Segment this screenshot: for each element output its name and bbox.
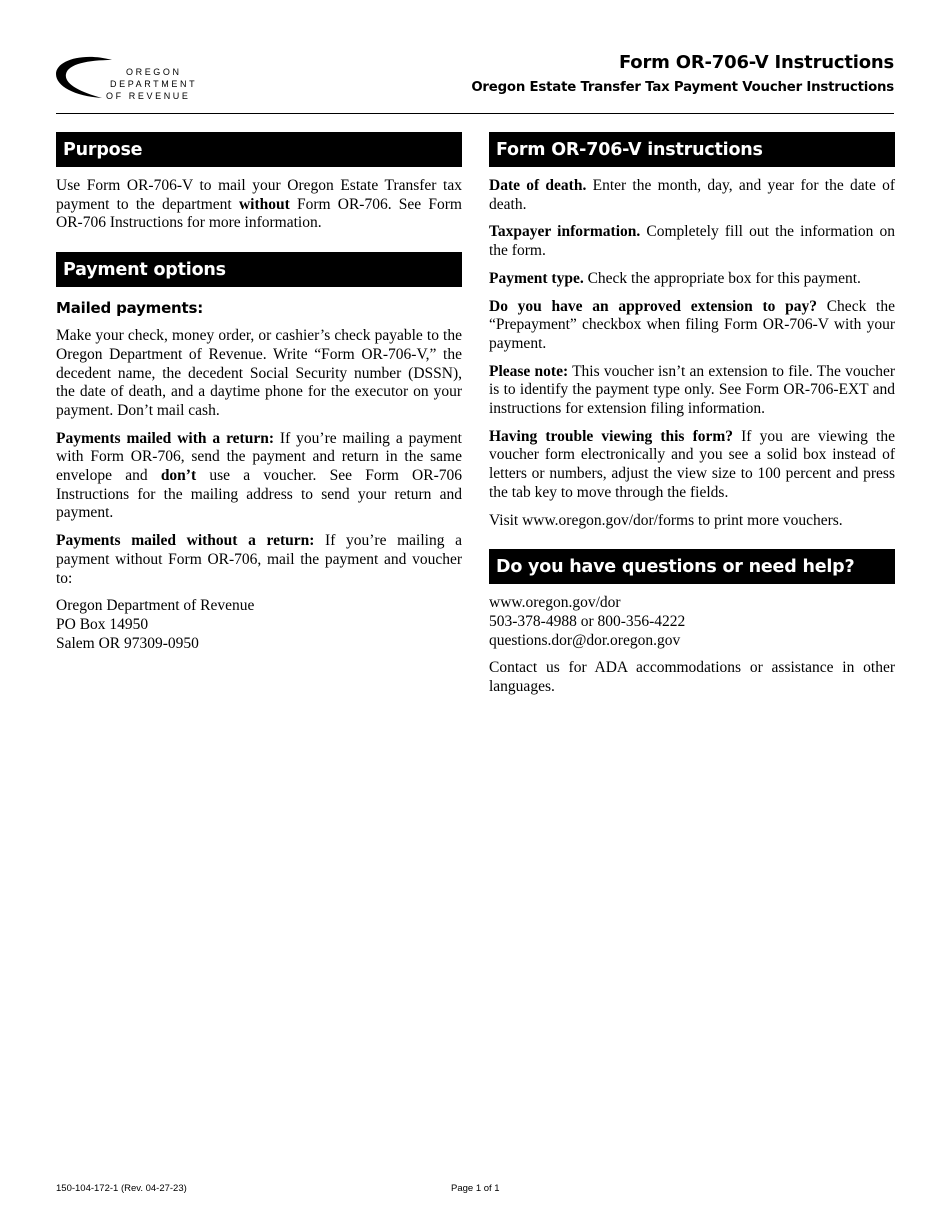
- page-title: Form OR-706-V Instructions: [618, 52, 894, 73]
- logo-swoosh-icon: [54, 54, 114, 104]
- form-number: 150-104-172-1 (Rev. 04-27-23): [56, 1183, 187, 1194]
- address-line: PO Box 14950: [56, 615, 149, 633]
- page-subtitle: Oregon Estate Transfer Tax Payment Voucher Instructions: [471, 80, 894, 95]
- taxpayer-info-paragraph: Taxpayer information. Completely fill out the information on the form.: [489, 223, 896, 260]
- payment-type-paragraph: Payment type. Check the appropriate box for this payment.: [489, 269, 861, 287]
- contact-phone: 503-378-4988 or 800-356-4222: [489, 612, 686, 630]
- ada-paragraph: Contact us for ADA accommodations or assistance in other languages.: [489, 659, 895, 696]
- mailed-payments-paragraph: Make your check, money order, or cashier’s check payable to the Oregon Department of Revenue. Write “Form OR-706-V,” the decedent name, the decedent Social Security number (DSSN), the date of death, and a daytime phone for the executor on your payment. Don’t mail cash.: [56, 327, 462, 419]
- date-of-death-paragraph: Date of death. Enter the month, day, and year for the date of death.: [489, 177, 895, 213]
- instructions-heading: Form OR-706-V instructions: [489, 132, 895, 167]
- mailed-payments-heading: Mailed payments:: [56, 299, 204, 318]
- trouble-viewing-paragraph: Having trouble viewing this form? If you are viewing the voucher form electronically and you see a solid box instead of letters or numbers, adjust the view size to 100 percent and press the tab key to move through the fields.: [489, 427, 895, 501]
- oregon-dor-logo: [54, 54, 198, 104]
- header-divider: [56, 113, 894, 114]
- address-line: Oregon Department of Revenue: [56, 597, 255, 615]
- extension-paragraph: Do you have an approved extension to pay? Check the “Prepayment” checkbox when filing Form OR-706-V with your payment.: [489, 297, 895, 352]
- purpose-paragraph: Use Form OR-706-V to mail your Oregon Estate Transfer tax payment to the department without Form OR-706. See Form OR-706 Instructions for more information.: [56, 177, 462, 232]
- mailing-address: [56, 597, 462, 653]
- contact-lines: [489, 594, 895, 650]
- with-return-paragraph: Payments mailed with a return: If you’re mailing a payment with Form OR-706, send the payment and return in the same envelope and don’t use a voucher. See Form OR-706 Instructions for the mailing address to send your return and payment.: [56, 429, 462, 522]
- left-column: [56, 132, 462, 662]
- purpose-heading: Purpose: [56, 132, 462, 167]
- visit-paragraph: Visit www.oregon.gov/dor/forms to print more vouchers.: [489, 511, 843, 529]
- please-note-paragraph: Please note: This voucher isn’t an extension to file. The voucher is to identify the payment type only. See Form OR-706-EXT and instructions for extension filing information.: [489, 362, 895, 418]
- right-column: [489, 132, 895, 706]
- logo-text-oregon: OREGON: [126, 67, 182, 77]
- logo-text-revenue: OF REVENUE: [106, 91, 191, 101]
- help-heading: Do you have questions or need help?: [489, 549, 895, 584]
- payment-options-heading: Payment options: [56, 252, 462, 287]
- contact-email[interactable]: questions.dor@dor.oregon.gov: [489, 631, 681, 649]
- without-return-paragraph: Payments mailed without a return: If you’re mailing a payment without Form OR-706, mail the payment and voucher to:: [56, 532, 462, 587]
- page-number: Page 1 of 1: [451, 1183, 500, 1194]
- logo-text-department: DEPARTMENT: [110, 79, 198, 89]
- address-line: Salem OR 97309-0950: [56, 634, 199, 652]
- contact-website[interactable]: www.oregon.gov/dor: [489, 594, 621, 612]
